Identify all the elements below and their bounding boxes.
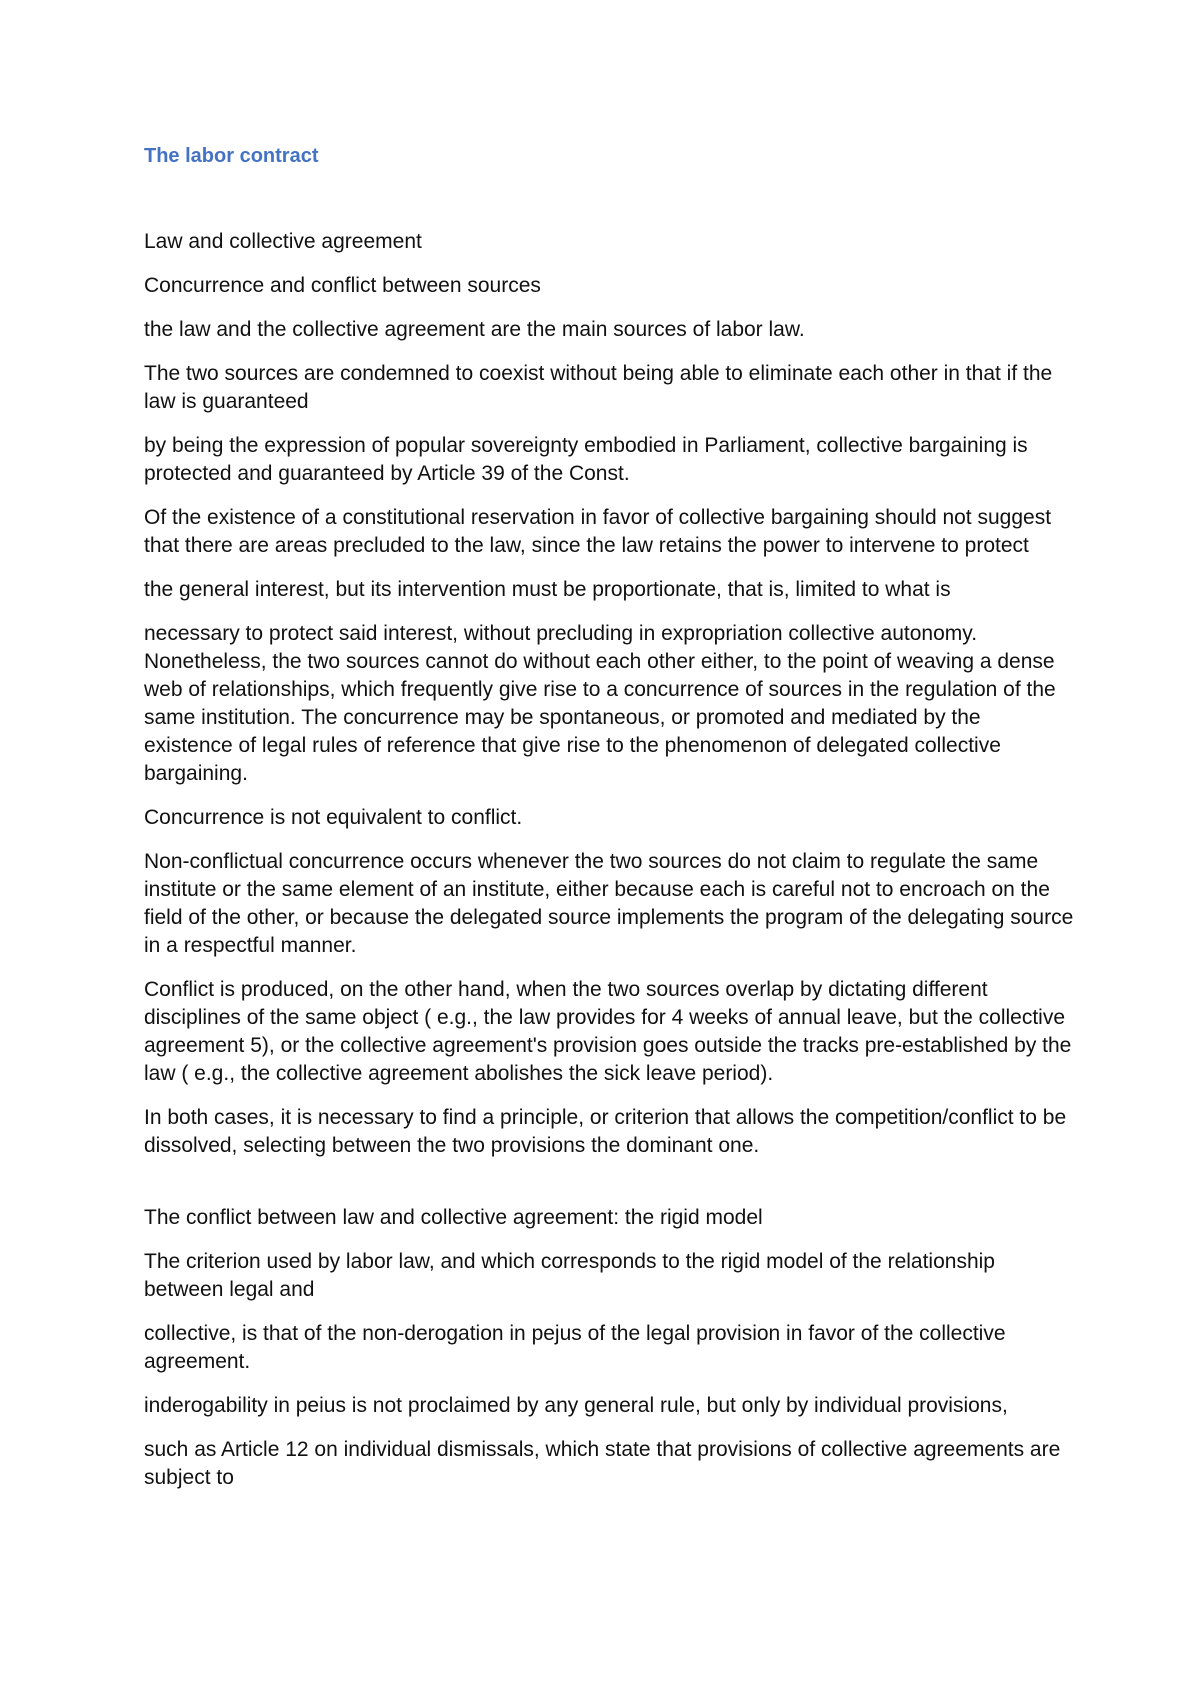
paragraph: The two sources are condemned to coexist without being able to eliminate each other in that if the law is guaranteed bbox=[144, 362, 1053, 413]
paragraph: Non-conflictual concurrence occurs whenever the two sources do not claim to regulate the same institute or the same element of an institute, either because each is careful not to encroach on the field of the other, or because the delegated source implements the program of the delegating source in a respectful manner. bbox=[144, 850, 1074, 957]
paragraph: Of the existence of a constitutional reservation in favor of collective bargaining should not suggest that there are areas precluded to the law, since the law retains the power to intervene to protect bbox=[144, 506, 1052, 557]
section-heading: The conflict between law and collective agreement: the rigid model bbox=[144, 1206, 763, 1229]
paragraph: In both cases, it is necessary to find a principle, or criterion that allows the competition/conflict to be dissolved, selecting between the two provisions the dominant one. bbox=[144, 1106, 1067, 1157]
paragraph: Concurrence and conflict between sources bbox=[144, 274, 541, 297]
paragraph: necessary to protect said interest, without precluding in expropriation collective autonomy. Nonetheless, the two sources cannot do without each other either, to the point of weaving a dense web of relationships, which frequently give rise to a concurrence of sources in the regulation of the same institution. The concurrence may be spontaneous, or promoted and mediated by the existence of legal rules of reference that give rise to the phenomenon of delegated collective bargaining. bbox=[144, 622, 1056, 785]
paragraph: such as Article 12 on individual dismissals, which state that provisions of collective agreements are subject to bbox=[144, 1438, 1061, 1489]
paragraph: by being the expression of popular sovereignty embodied in Parliament, collective bargaining is protected and guaranteed by Article 39 of the Const. bbox=[144, 434, 1028, 485]
paragraph: collective, is that of the non-derogation in pejus of the legal provision in favor of the collective agreement. bbox=[144, 1322, 1006, 1373]
paragraph: Concurrence is not equivalent to conflict. bbox=[144, 806, 523, 829]
paragraph: Law and collective agreement bbox=[144, 230, 422, 253]
paragraph: the law and the collective agreement are the main sources of labor law. bbox=[144, 318, 805, 341]
paragraph: The criterion used by labor law, and which corresponds to the rigid model of the relationship between legal and bbox=[144, 1250, 995, 1301]
paragraph: Conflict is produced, on the other hand, when the two sources overlap by dictating different disciplines of the same object ( e.g., the law provides for 4 weeks of annual leave, but the collective agreement 5), or the collective agreement's provision goes outside the tracks pre-established by the law ( e.g., the collective agreement abolishes the sick leave period). bbox=[144, 978, 1072, 1085]
paragraph: the general interest, but its intervention must be proportionate, that is, limited to what is bbox=[144, 578, 951, 601]
document-body bbox=[144, 142, 1074, 1508]
paragraph: inderogability in peius is not proclaimed by any general rule, but only by individual provisions, bbox=[144, 1394, 1008, 1417]
document-title: The labor contract bbox=[144, 145, 319, 167]
